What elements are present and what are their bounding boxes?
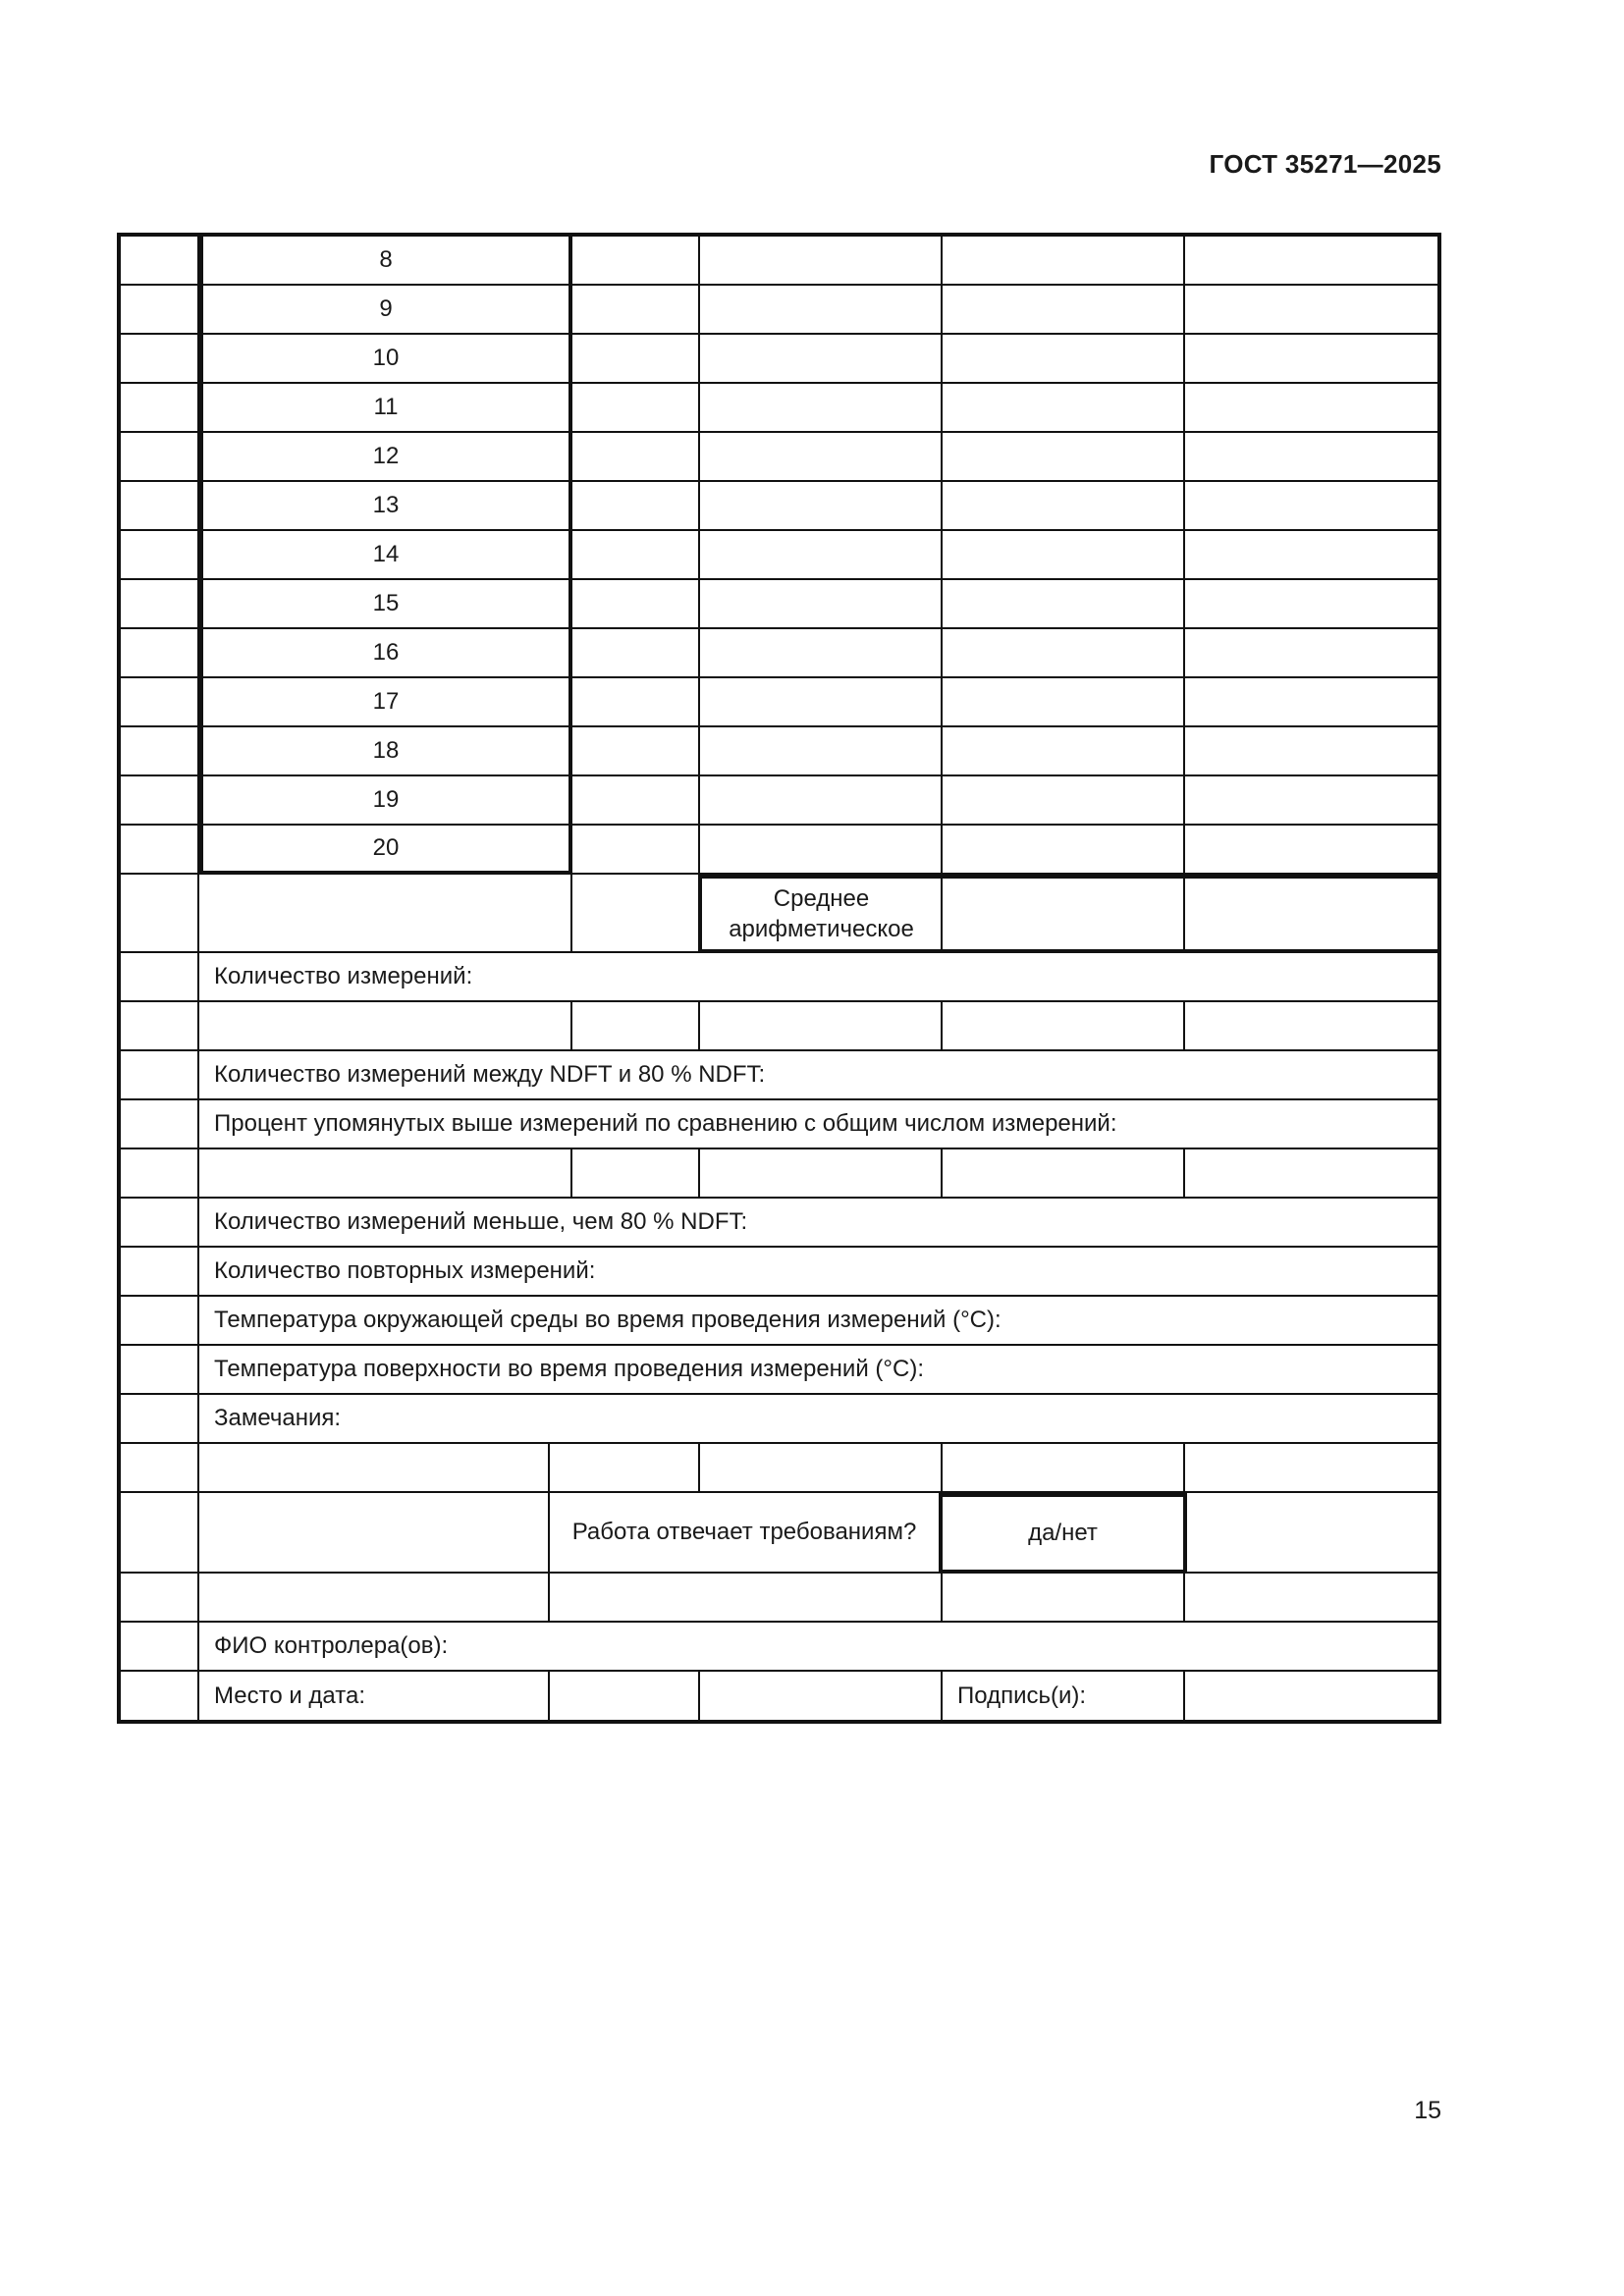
repeat-count-row (121, 1248, 1437, 1297)
measurement-number: 15 (199, 580, 572, 629)
place-signature-row (121, 1672, 1437, 1720)
table-row (121, 1444, 1437, 1493)
signature-label: Подпись(и): (943, 1672, 1185, 1720)
measurement-number: 16 (199, 629, 572, 678)
table-row (121, 776, 1437, 826)
standard-code: ГОСТ 35271—2025 (1209, 149, 1441, 179)
between-ndft-label: Количество измерений между NDFT и 80 % NDFT: (199, 1051, 1437, 1100)
table-row (121, 482, 1437, 531)
meets-requirements-label: Работа отвечает требованиям? (550, 1493, 941, 1574)
less-than-80-label: Количество измерений меньше, чем 80 % NDFT: (199, 1199, 1437, 1248)
measurement-count-label: Количество измерений: (199, 953, 1437, 1002)
table-row (121, 384, 1437, 433)
surface-temp-row (121, 1346, 1437, 1395)
measurement-count-row (121, 953, 1437, 1002)
yes-no-field[interactable]: да/нет (939, 1493, 1187, 1574)
measurement-number: 9 (199, 286, 572, 335)
measurement-number: 17 (199, 678, 572, 727)
table-row (121, 335, 1437, 384)
measurement-number: 13 (199, 482, 572, 531)
average-row (121, 875, 1437, 953)
measurement-number: 10 (199, 335, 572, 384)
table-row (121, 1574, 1437, 1623)
between-ndft-row (121, 1051, 1437, 1100)
requirements-row (121, 1493, 1437, 1574)
inspection-form-table (117, 233, 1441, 1724)
table-row (121, 826, 1437, 875)
table-row (121, 237, 1437, 286)
table-row (121, 1002, 1437, 1051)
measurement-number: 12 (199, 433, 572, 482)
ambient-temp-label: Температура окружающей среды во время проведения измерений (°C): (199, 1297, 1437, 1346)
table-row (121, 727, 1437, 776)
table-row (121, 580, 1437, 629)
measurement-number: 14 (199, 531, 572, 580)
less-than-80-row (121, 1199, 1437, 1248)
table-row (121, 678, 1437, 727)
table-row (121, 433, 1437, 482)
table-row (121, 286, 1437, 335)
surface-temp-label: Температура поверхности во время проведения измерений (°C): (199, 1346, 1437, 1395)
percent-row (121, 1100, 1437, 1149)
average-label: Среднее арифметическое (698, 875, 943, 953)
remarks-label: Замечания: (199, 1395, 1437, 1444)
measurement-number: 20 (199, 826, 572, 875)
ambient-temp-row (121, 1297, 1437, 1346)
remarks-row (121, 1395, 1437, 1444)
inspector-row (121, 1623, 1437, 1672)
place-date-label: Место и дата: (199, 1672, 550, 1720)
table-row (121, 1149, 1437, 1199)
measurement-number: 8 (199, 237, 572, 286)
page-number: 15 (1414, 2097, 1441, 2124)
repeat-count-label: Количество повторных измерений: (199, 1248, 1437, 1297)
inspector-name-label: ФИО контролера(ов): (199, 1623, 1437, 1672)
measurement-number: 18 (199, 727, 572, 776)
measurement-number: 11 (199, 384, 572, 433)
measurement-number: 19 (199, 776, 572, 826)
percent-label: Процент упомянутых выше измерений по сравнению с общим числом измерений: (199, 1100, 1437, 1149)
table-row (121, 629, 1437, 678)
table-row (121, 531, 1437, 580)
